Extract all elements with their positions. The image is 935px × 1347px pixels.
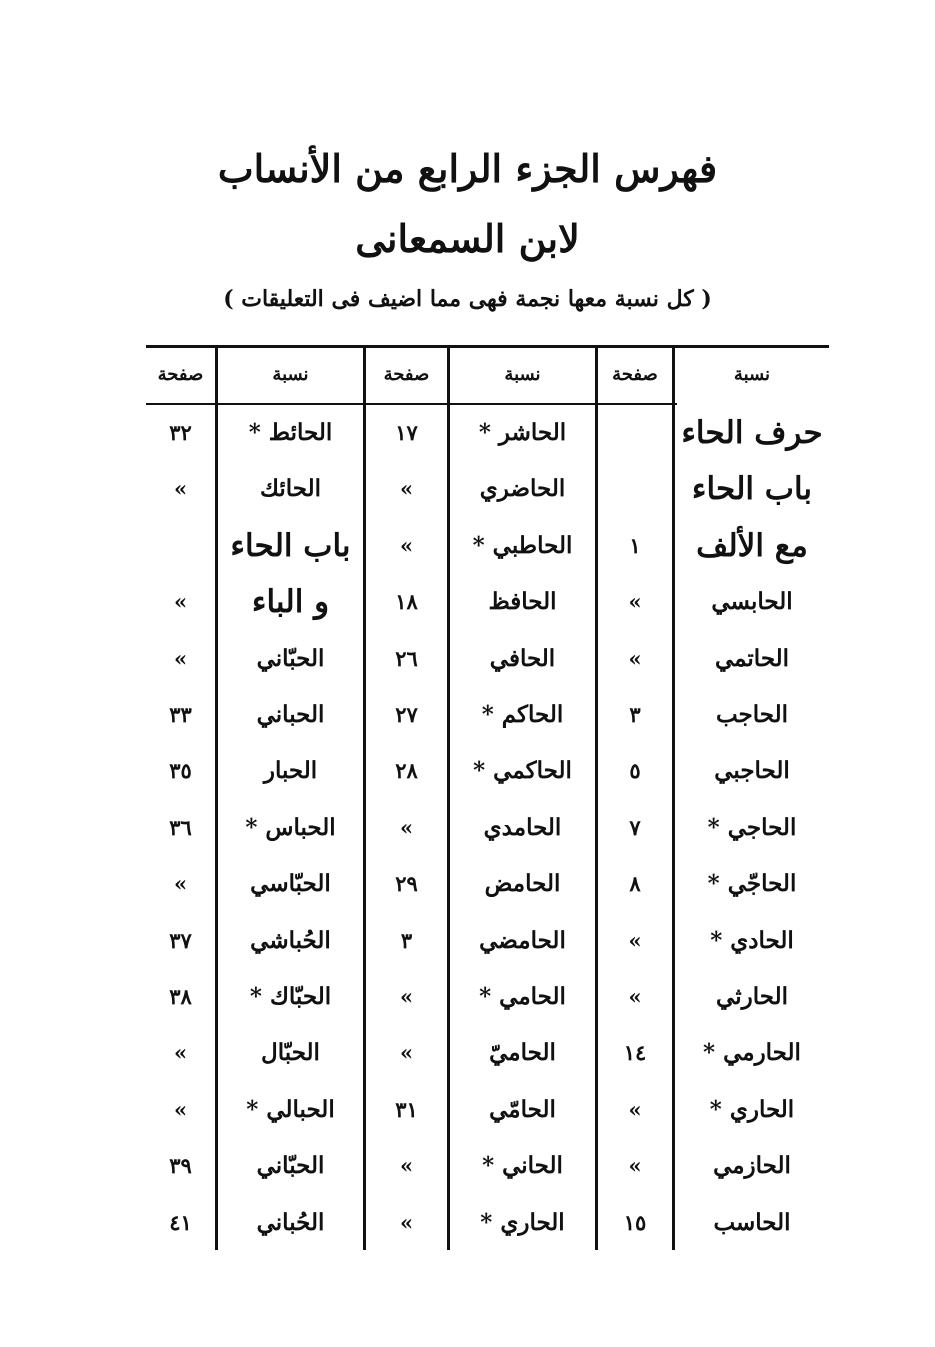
- page-cell: »: [399, 984, 414, 1009]
- page-cell: »: [399, 532, 414, 558]
- nisba-cell: الحارثي: [716, 983, 788, 1010]
- nisba-cell: حرف الحاء: [681, 415, 823, 451]
- nisba-cell: الحازمي: [713, 1152, 791, 1180]
- nisba-cell: الحاني *: [482, 1152, 563, 1180]
- page-cell: ٢٨: [395, 758, 418, 784]
- page-cell: [146, 518, 215, 574]
- nisba-cell: و الباء: [251, 584, 330, 621]
- nisba-cell: الحاطبي *: [472, 531, 573, 559]
- nisba-cell: الحبالي *: [246, 1095, 335, 1123]
- nisba-cell: الحُباني: [256, 1208, 325, 1236]
- nisba-cell: الحائك: [259, 475, 322, 503]
- page-cell: »: [628, 927, 642, 953]
- page-cell: »: [173, 476, 188, 502]
- header-page-1: صفحة: [612, 364, 658, 385]
- page-cell: ٣: [629, 702, 641, 727]
- nisba-cell: الحامي *: [479, 983, 566, 1010]
- page-cell: »: [173, 1096, 188, 1122]
- page-cell: »: [399, 1040, 414, 1066]
- page-cell: »: [399, 1209, 414, 1235]
- index-title: فهرس الجزء الرابع من الأنساب: [217, 146, 718, 191]
- nisba-cell: الحاضري: [479, 475, 566, 503]
- nisba-cell: الحاتمي: [714, 644, 790, 672]
- page-cell: »: [628, 1096, 642, 1122]
- page-cell: ٣٨: [169, 984, 192, 1009]
- page-cell: ٣٧: [169, 927, 192, 953]
- page-cell: »: [399, 476, 414, 502]
- nisba-cell: الحابسي: [711, 588, 793, 616]
- page-cell: ٧: [629, 814, 641, 840]
- nisba-cell: الحاجب: [715, 701, 789, 728]
- page-cell: ٣٥: [169, 758, 192, 784]
- nisba-cell: الحباني: [256, 701, 325, 728]
- header-page-2: صفحة: [383, 364, 430, 385]
- page-cell: ٢٦: [395, 645, 418, 671]
- page-cell: ٣٢: [169, 420, 192, 445]
- page-cell: »: [628, 984, 642, 1009]
- page-cell: [598, 405, 672, 461]
- page-cell: »: [173, 1040, 188, 1066]
- nisba-cell: الحاجبي: [714, 757, 790, 785]
- page-cell: »: [173, 589, 188, 615]
- page-cell: ٣: [400, 927, 413, 953]
- header-nisba-1: نسبة: [733, 364, 771, 385]
- nisba-cell: الحاري *: [480, 1208, 565, 1236]
- page-cell: ٣٣: [169, 702, 192, 727]
- page-cell: »: [628, 589, 642, 615]
- header-nisba-2: نسبة: [504, 364, 541, 385]
- nisba-cell: الحبّاني: [256, 1152, 325, 1180]
- nisba-cell: الحادي *: [710, 926, 794, 954]
- nisba-cell: الحامضي: [479, 926, 566, 954]
- page-cell: ٤١: [169, 1209, 192, 1235]
- header-nisba-3: نسبة: [272, 364, 309, 385]
- nisba-cell: الحبار: [263, 757, 318, 785]
- nisba-cell: الحاسب: [713, 1208, 791, 1236]
- page-cell: ١٤: [623, 1040, 647, 1066]
- nisba-cell: باب الحاء: [691, 471, 813, 508]
- nisba-cell: الحبّاني: [256, 644, 325, 672]
- nisba-cell: الحامض: [484, 870, 561, 898]
- table-top-rule: [146, 345, 829, 348]
- page-cell: »: [628, 1153, 642, 1179]
- page-cell: ٥: [629, 758, 641, 784]
- page-cell: ١: [629, 532, 641, 558]
- nisba-cell: مع الألف: [696, 527, 808, 564]
- nisba-cell: الحاجّي *: [707, 870, 797, 898]
- page-cell: ١٥: [623, 1209, 647, 1235]
- nisba-cell: الحاري *: [709, 1095, 795, 1123]
- page-cell: »: [173, 645, 188, 671]
- nisba-cell: الحاكم *: [481, 701, 564, 728]
- nisba-cell: الحاميّ: [489, 1039, 556, 1067]
- page-cell: ٣٩: [169, 1153, 192, 1179]
- nisba-cell: الحاجي *: [707, 813, 797, 841]
- nisba-cell: الحارمي *: [703, 1039, 801, 1067]
- nisba-cell: الحبّاسي: [250, 870, 331, 898]
- nisba-cell: الحائط *: [248, 419, 333, 446]
- nisba-cell: الحامّي: [489, 1095, 556, 1123]
- nisba-cell: الحباس *: [245, 813, 336, 841]
- header-page-3: صفحة: [157, 364, 204, 385]
- page-cell: ٢٩: [395, 871, 418, 897]
- page-cell: »: [399, 814, 414, 840]
- page-cell: »: [399, 1153, 414, 1179]
- nisba-cell: الحاشر *: [478, 419, 567, 446]
- nisba-cell: الحبّاك *: [249, 983, 332, 1010]
- asterisk-note: ( كل نسبة معها نجمة فهى مما اضيف فى التعليقات ): [223, 286, 712, 312]
- nisba-cell: الحافي: [489, 644, 556, 672]
- author-subtitle: لابن السمعانى: [355, 216, 580, 261]
- page-cell: ٣٦: [169, 814, 192, 840]
- page-cell: »: [173, 871, 188, 897]
- page-cell: ٣١: [395, 1096, 418, 1122]
- page-cell: ٢٧: [395, 702, 418, 727]
- page-cell: »: [628, 645, 642, 671]
- nisba-cell: الحبّال: [261, 1039, 320, 1067]
- page-cell: ١٧: [395, 420, 418, 445]
- nisba-cell: الحاكمي *: [473, 757, 572, 785]
- nisba-cell: الحُباشي: [250, 926, 331, 954]
- page-cell: ٨: [629, 871, 641, 897]
- page-cell: ١٨: [395, 589, 418, 615]
- column-divider: [672, 346, 675, 1250]
- nisba-cell: باب الحاء: [230, 527, 351, 564]
- nisba-cell: الحامدي: [483, 813, 562, 841]
- nisba-cell: الحافظ: [488, 588, 557, 616]
- page-cell: [598, 461, 672, 517]
